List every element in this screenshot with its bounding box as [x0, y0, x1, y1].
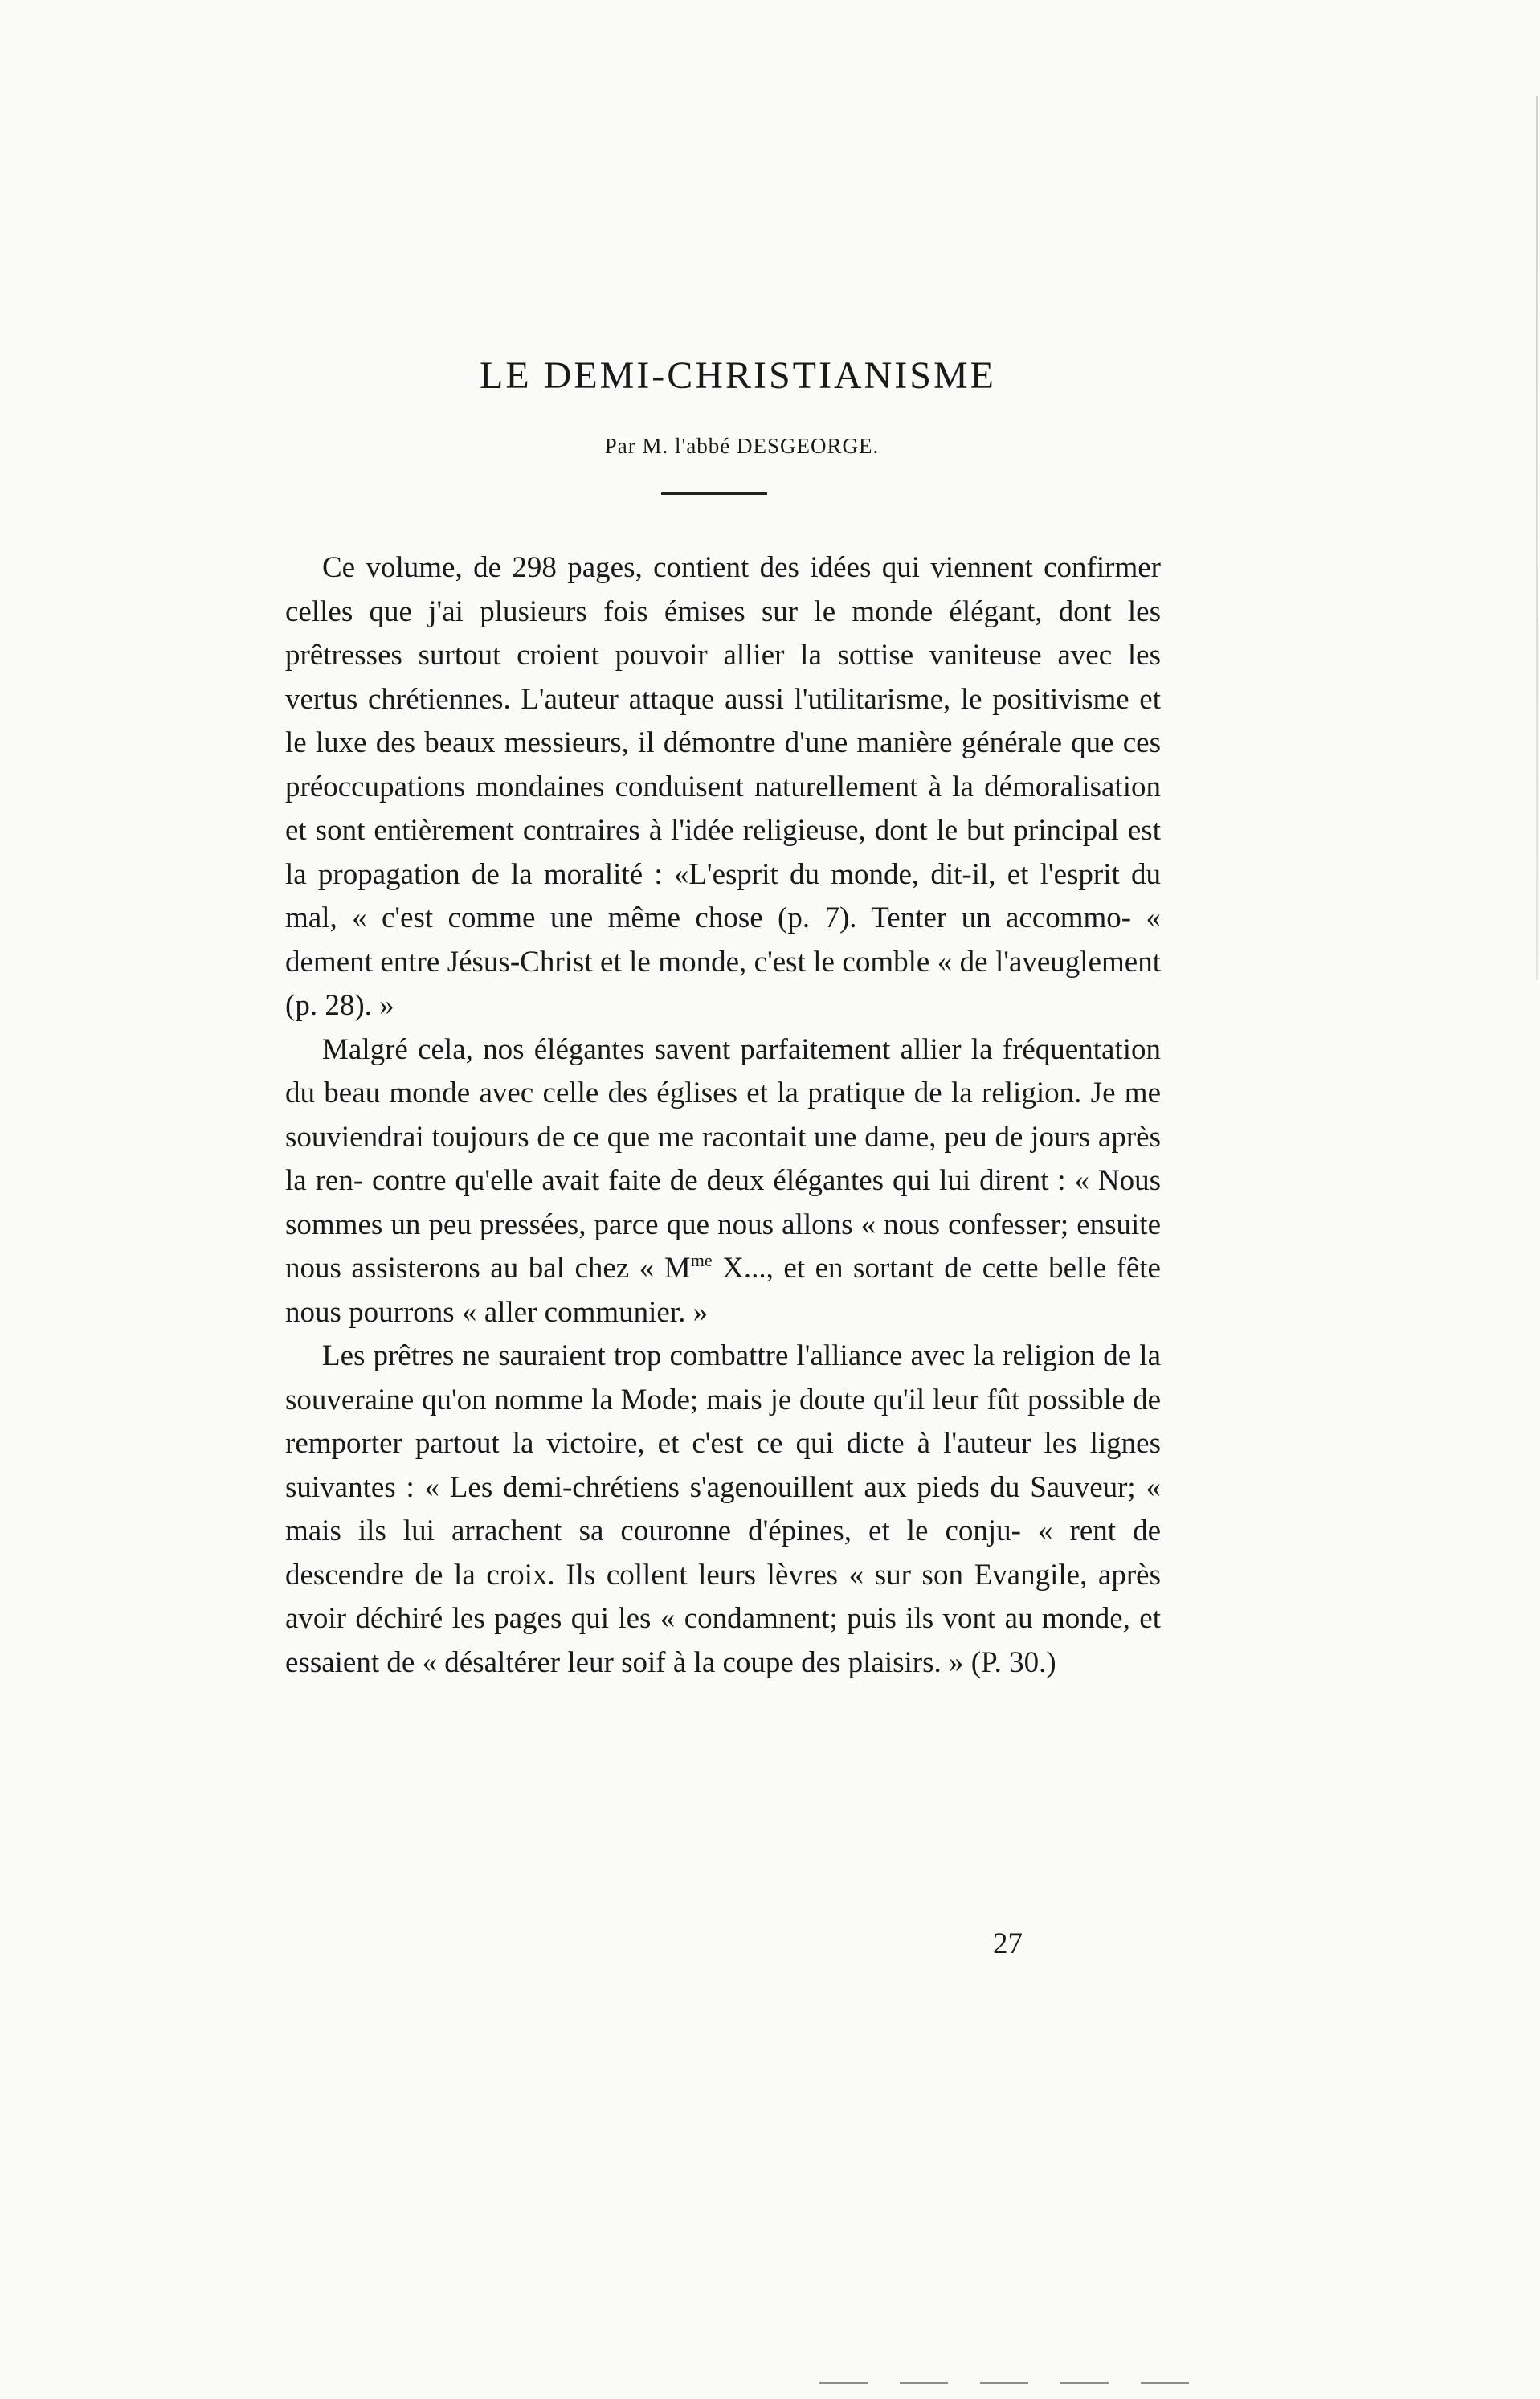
page-number: 27 [993, 1927, 1023, 1960]
page-edge-shadow [1536, 96, 1538, 980]
madame-superscript: me [690, 1250, 713, 1270]
madame-prefix: « M [639, 1252, 691, 1285]
bottom-scan-marks [819, 2382, 1221, 2384]
paragraph-1: Ce volume, de 298 pages, contient des idées qui viennent confirmer celles que j'ai plusieurs fois émises sur le monde élégant, dont les prêtresses surtout croient pouvoir allier la sottise vaniteuse avec les vertus chrétiennes. L'auteur attaque aussi l'utilitarisme, le positivisme et le luxe des beaux messieurs, il démontre d'une manière générale que ces préoccupations mondaines conduisent naturellement à la démoralisation et sont entièrement contraires à l'idée religieuse, dont le but principal est la propagation de la moralité : «L'esprit du monde, dit-il, et l'esprit du mal, « c'est comme une même chose (p. 7). Tenter un accommo- « dement entre Jésus-Christ et le monde, c'est le comble « de l'aveuglement (p. 28). » [285, 551, 1161, 1022]
author-line: Par M. l'abbé DESGEORGE. [604, 434, 880, 458]
paragraph-2-end: X..., et en sortant de cette belle fête nous pourrons « aller communier. » [285, 1252, 1161, 1329]
title-rule [661, 492, 767, 495]
paragraph-2 [285, 1028, 1161, 1335]
chapter-title: LE DEMI-CHRISTIANISME [480, 354, 996, 397]
paragraph-3: Les prêtres ne sauraient trop combattre l'alliance avec la religion de la souveraine qu'on nomme la Mode; mais je doute qu'il leur fût possible de remporter partout la victoire, et c'est ce qui dicte à l'auteur les lignes suivantes : « Les demi-chrétiens s'agenouillent aux pieds du Sauveur; « mais ils lui arrachent sa couronne d'épines, et le conju- « rent de descendre de la croix. Ils collent leurs lèvres « sur son Evangile, après avoir déchiré les pages qui les « condamnent; puis ils vont au monde, et essaient de « désaltérer leur soif à la coupe des plaisirs. » (P. 30.) [285, 1339, 1161, 1679]
paragraph-2-text: Malgré cela, nos élégantes savent parfaitement allier la fréquentation du beau monde avec celle des églises et la pratique de la religion. Je me souviendrai toujours de ce que me racontait une dame, peu de jours après la ren- contre qu'elle avait faite de deux élégantes qui lui dirent : « Nous sommes un peu pressées, parce que nous allons « nous confesser; ensuite nous assisterons au bal chez [285, 1032, 1161, 1285]
body-text [285, 546, 1161, 1685]
